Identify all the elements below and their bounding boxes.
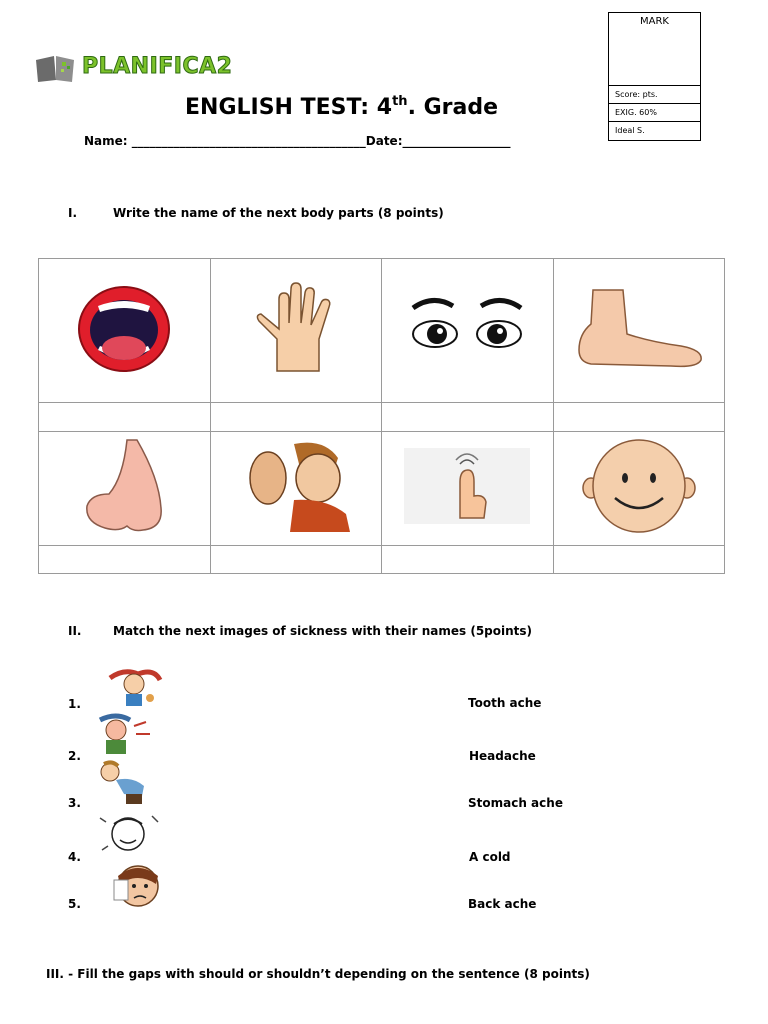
answer-cell[interactable]	[553, 403, 725, 431]
section1-numeral: I.	[68, 206, 78, 220]
hand-cell	[210, 259, 382, 403]
headache-man-icon	[90, 712, 154, 756]
sickness-number-2: 2.	[68, 749, 81, 763]
sickness-name-1: Tooth ache	[468, 696, 542, 710]
body-parts-table	[38, 258, 725, 574]
mouth-cell	[39, 259, 211, 403]
section3-instruction: III. - Fill the gaps with should or shouldn’t depending on the sentence (8 points)	[46, 967, 590, 981]
eyes-cell	[382, 259, 554, 403]
sickness-name-2: Headache	[469, 749, 536, 763]
answer-cell[interactable]	[210, 545, 382, 573]
section2-numeral: II.	[68, 624, 82, 638]
logo-text: PLANIFICA2	[82, 54, 233, 79]
answer-cell[interactable]	[210, 403, 382, 431]
nose-cell	[39, 431, 211, 545]
finger-icon	[404, 448, 530, 524]
backache-man-icon	[108, 860, 166, 912]
answer-cell[interactable]	[382, 403, 554, 431]
answer-cell[interactable]	[553, 545, 725, 573]
foot-cell	[553, 259, 725, 403]
face-cell	[553, 431, 725, 545]
mark-box	[608, 12, 701, 141]
ear-icon	[234, 438, 358, 534]
sickness-name-5: Back ache	[468, 897, 537, 911]
name-date-line: Name: _______________________________________Date:__________________	[84, 134, 511, 148]
ear-cell	[210, 431, 382, 545]
section1-instruction: Write the name of the next body parts (8 points)	[113, 206, 444, 220]
planifica-logo	[34, 50, 274, 90]
sickness-number-4: 4.	[68, 850, 81, 864]
section2-instruction: Match the next images of sickness with their names (5points)	[113, 624, 533, 638]
book-logo-icon	[34, 54, 78, 84]
foot-icon	[571, 284, 707, 374]
page-title: ENGLISH TEST: 4th. Grade	[185, 94, 499, 120]
nose-icon	[79, 438, 169, 534]
sickness-number-3: 3.	[68, 796, 81, 810]
answer-cell[interactable]	[39, 403, 211, 431]
hand-icon	[249, 281, 343, 377]
answer-cell[interactable]	[39, 545, 211, 573]
mark-exig-row: EXIG. 60%	[609, 104, 700, 122]
cold-person-icon	[96, 810, 162, 860]
sickness-name-4: A cold	[469, 850, 511, 864]
mark-score-row: Score: pts.	[609, 86, 700, 104]
sickness-name-3: Stomach ache	[468, 796, 563, 810]
toothache-girl-icon	[104, 668, 164, 710]
sickness-number-1: 1.	[68, 697, 81, 711]
face-icon	[581, 438, 697, 534]
eyes-icon	[407, 294, 527, 364]
answer-cell[interactable]	[382, 545, 554, 573]
mark-heading: MARK	[609, 13, 700, 86]
mouth-icon	[76, 284, 172, 374]
finger-cell	[382, 431, 554, 545]
sickness-number-5: 5.	[68, 897, 81, 911]
stomachache-boy-icon	[96, 760, 162, 806]
mark-ideal-row: Ideal S.	[615, 126, 645, 135]
